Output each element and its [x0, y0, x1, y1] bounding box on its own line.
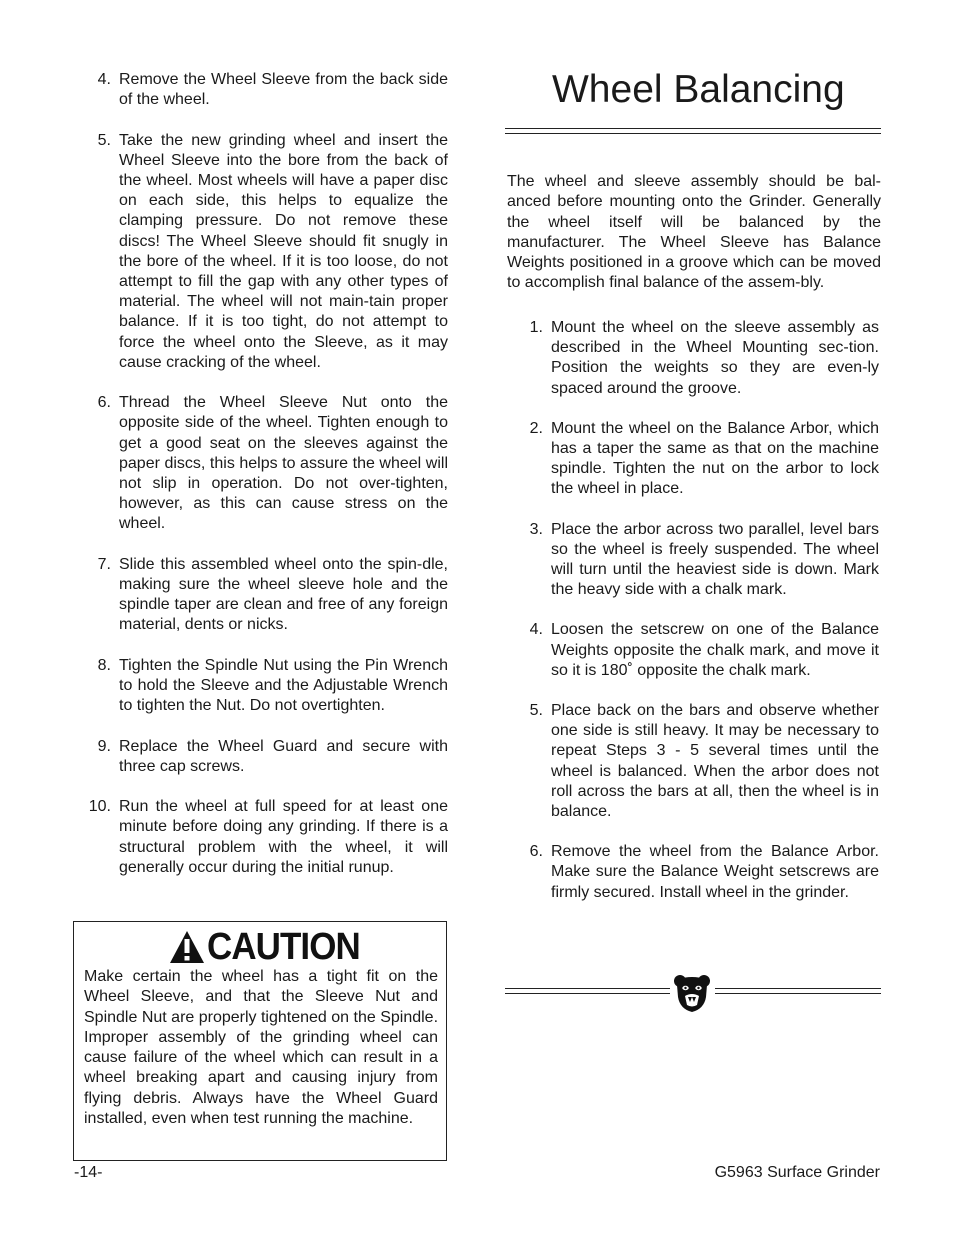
list-item [84, 737, 448, 777]
divider [505, 988, 670, 994]
step-number: 8. [97, 656, 111, 674]
step-text: Remove the Wheel Sleeve from the back side of the wheel. [119, 71, 448, 109]
bear-head-logo [673, 973, 711, 1013]
list-item [523, 620, 879, 681]
list-item [84, 393, 448, 534]
step-number: 1. [529, 319, 543, 336]
list-item [84, 555, 448, 636]
step-number: 9. [97, 737, 111, 755]
step-number: 4. [97, 71, 111, 88]
step-number: 3. [529, 520, 543, 538]
step-number: 6. [529, 843, 543, 861]
list-item [523, 318, 879, 399]
step-text: Loosen the setscrew on one of the Balance Weights opposite the chalk mark, and move it so it is 180˚ opposite the chalk mark. [551, 621, 879, 679]
list-item [84, 70, 448, 110]
model-name: G5963 Surface Grinder [714, 1164, 880, 1181]
step-number: 5. [529, 702, 543, 720]
divider [715, 988, 881, 994]
step-number: 4. [529, 621, 543, 639]
list-item [523, 842, 879, 903]
list-item [84, 797, 448, 878]
step-number: 2. [529, 419, 543, 437]
right-column [505, 66, 881, 901]
caution-text: Make certain the wheel has a tight fit on the Wheel Sleeve, and that the Sleeve Nut and Spindle Nut are properly tightened on the Spindle. Improper assembly of the grinding wheel can cause failure of the wheel which can result in a wheel breaking apart and causing injury from flying debris. Always have the Wheel Guard installed, even when test running the machine. [84, 968, 439, 1128]
balancing-steps-list [523, 318, 879, 923]
list-item [84, 656, 448, 717]
left-column [84, 70, 448, 898]
caution-heading [169, 926, 373, 968]
step-text: Tighten the Spindle Nut using the Pin Wrench to hold the Sleeve and the Adjustable Wrench to tighten the Nut. Do not overtighten. [119, 656, 448, 715]
step-text: Place the arbor across two parallel, level bars so the wheel is freely suspended. The wheel will turn until the heaviest side is down. Mark the heavy side with a chalk mark. [551, 520, 879, 599]
step-text: Thread the Wheel Sleeve Nut onto the opposite side of the wheel. Tighten enough to get a good seat on the sleeves against the paper discs, this helps to assure the wheel will not slip in operation. Do not over-tighten, however, as this can cause stress on the wheel. [119, 394, 448, 533]
step-text: Replace the Wheel Guard and secure with three cap screws. [119, 737, 448, 775]
step-text: Mount the wheel on the Balance Arbor, which has a taper the same as that on the machine spindle. Tighten the nut on the arbor to lock the wheel in place. [551, 419, 879, 498]
step-number: 6. [97, 394, 111, 412]
step-number: 7. [97, 555, 111, 573]
list-item [523, 520, 879, 601]
step-text: Remove the wheel from the Balance Arbor. Make sure the Balance Weight setscrews are firmly secured. Install wheel in the grinder. [551, 843, 879, 901]
caution-label: CAUTION [207, 925, 360, 968]
list-item [523, 419, 879, 500]
step-text: Run the wheel at full speed for at least one minute before doing any grinding. If there is a structural problem with the wheel, it will generally occur during the initial runup. [119, 798, 448, 876]
step-number: 10. [88, 798, 111, 816]
step-text: Take the new grinding wheel and insert the Wheel Sleeve into the bore from the back of the wheel. Most wheels will have a paper disc on each side, this helps to equalize the clamping pressure. Do not remove these discs! The Wheel Sleeve should fit snugly in the bore of the wheel. If it is too loose, do not attempt to fill the gap with any other types of material. The wheel will not main-tain proper balance. If it is too tight, do not attempt to force the wheel onto the Sleeve, as it may cause cracking of the wheel. [119, 131, 448, 371]
step-text: Place back on the bars and observe whether one side is still heavy. It may be necessary to repeat Steps 3 - 5 several times until the wheel is balanced. When the arbor does not roll across the bars at all, then the wheel is in balance. [551, 702, 879, 821]
step-number: 5. [97, 131, 111, 149]
section-end-mark [505, 973, 881, 1013]
caution-box [73, 921, 447, 1161]
section-intro: The wheel and sleeve assembly should be bal-anced before mounting onto the Grinder. Generally the wheel itself will be balanced by the manufacturer. The Wheel Sleeve has Balance Weights positioned in a groove which can be moved to accomplish final balance of the assem-bly. [507, 173, 881, 292]
mounting-steps-list [84, 70, 448, 878]
page-number: -14- [74, 1164, 103, 1181]
title-rule [505, 128, 881, 134]
list-item [84, 131, 448, 373]
step-text: Mount the wheel on the sleeve assembly as described in the Wheel Mounting sec-tion. Position the weights so they are even-ly spaced around the groove. [551, 319, 879, 397]
step-text: Slide this assembled wheel onto the spin-dle, making sure the wheel sleeve hole and the spindle taper are clean and free of any foreign material, dents or nicks. [119, 555, 448, 634]
warning-triangle-icon [169, 930, 205, 964]
section-title: Wheel Balancing [552, 68, 845, 111]
list-item [523, 701, 879, 822]
